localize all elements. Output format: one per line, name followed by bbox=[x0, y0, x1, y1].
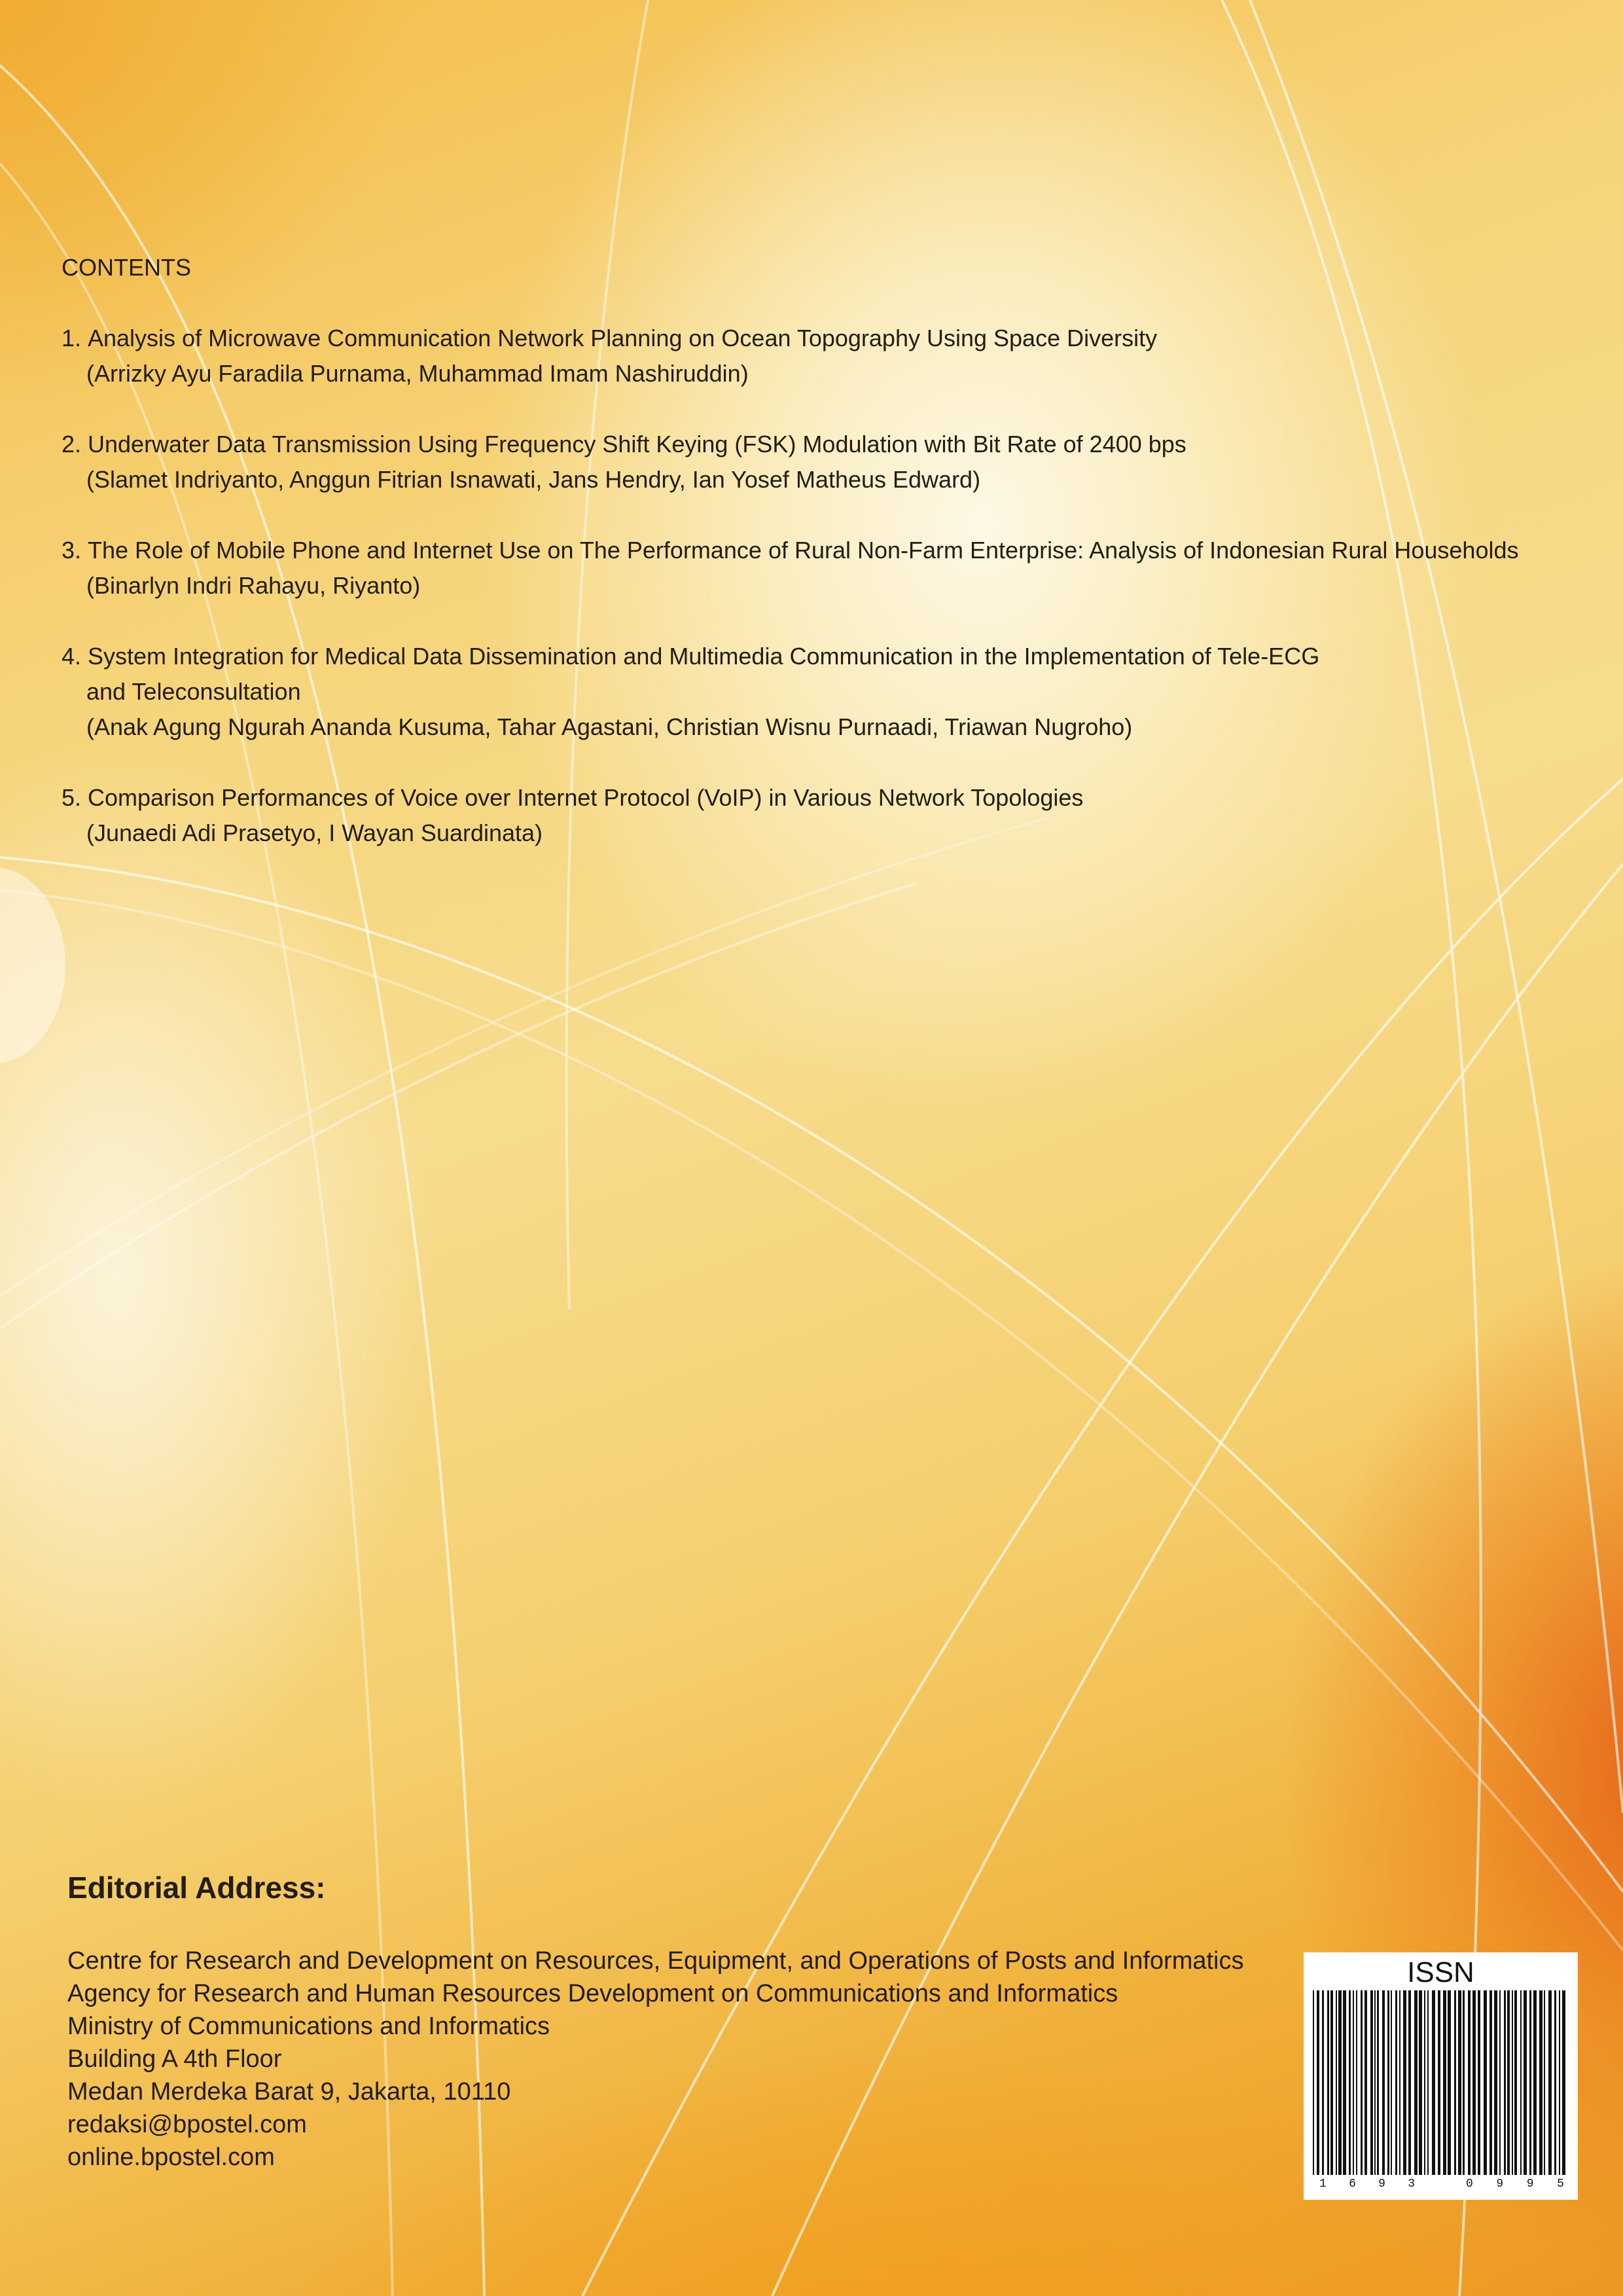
barcode-bar bbox=[1382, 1990, 1385, 2175]
toc-title: The Role of Mobile Phone and Internet Use on The Performance of Rural Non-Farm Enterprise: Analysis of Indonesian Rural Households bbox=[88, 537, 1519, 564]
barcode-bar bbox=[1520, 1990, 1522, 2175]
barcode-bar bbox=[1494, 1990, 1497, 2175]
address-agency-line: Agency for Research and Human Resources Development on Communications and Informatics bbox=[67, 1980, 1118, 2007]
barcode-bar bbox=[1403, 1990, 1406, 2175]
barcode-bar bbox=[1327, 1990, 1329, 2175]
toc-item bbox=[62, 639, 1606, 745]
toc-title: System Integration for Medical Data Dissemination and Multimedia Communication in the Implementation of Tele-ECG bbox=[88, 643, 1320, 670]
barcode-bar bbox=[1349, 1990, 1351, 2175]
barcode-digit: 3 bbox=[1408, 2178, 1415, 2191]
barcode-bar bbox=[1370, 1990, 1373, 2175]
address-centre-line: Centre for Research and Development on Resources, Equipment, and Operations of Posts and Informatics bbox=[67, 1947, 1244, 1975]
table-of-contents bbox=[62, 250, 1606, 886]
barcode-digit: 9 bbox=[1378, 2178, 1385, 2191]
barcode-bar bbox=[1387, 1990, 1389, 2175]
address-building-line: Building A 4th Floor bbox=[67, 2045, 282, 2073]
barcode-bar bbox=[1507, 1990, 1510, 2175]
toc-number: 2. bbox=[62, 431, 82, 457]
barcode-bar bbox=[1458, 1990, 1461, 2175]
toc-title-line bbox=[62, 533, 1606, 568]
toc-number: 5. bbox=[62, 784, 82, 811]
toc-number: 4. bbox=[62, 643, 82, 670]
barcode-bar bbox=[1454, 1990, 1456, 2175]
barcode-bar bbox=[1514, 1990, 1517, 2175]
barcode-bar bbox=[1374, 1990, 1376, 2175]
address-block bbox=[67, 1945, 1291, 2174]
toc-authors: (Binarlyn Indri Rahayu, Riyanto) bbox=[86, 572, 421, 599]
barcode-bar bbox=[1548, 1990, 1552, 2175]
address-email: redaksi@bpostel.com bbox=[67, 2111, 307, 2138]
barcode-bar bbox=[1408, 1990, 1411, 2175]
barcode-bar bbox=[1427, 1990, 1429, 2175]
barcode-bar bbox=[1529, 1990, 1531, 2175]
barcode-bar bbox=[1562, 1990, 1565, 2175]
barcode-bar bbox=[1419, 1990, 1422, 2175]
barcode bbox=[1311, 1990, 1570, 2175]
barcode-digit: 6 bbox=[1349, 2178, 1356, 2191]
toc-item bbox=[62, 533, 1606, 603]
toc-authors: (Slamet Indriyanto, Anggun Fitrian Isnawati, Jans Hendry, Ian Yosef Matheus Edward) bbox=[86, 466, 981, 493]
barcode-bar bbox=[1313, 1990, 1314, 2175]
barcode-bar bbox=[1463, 1990, 1465, 2175]
toc-item bbox=[62, 321, 1606, 391]
toc-authors: (Arrizky Ayu Faradila Purnama, Muhammad Imam Nashiruddin) bbox=[86, 360, 749, 387]
barcode-bar bbox=[1317, 1990, 1319, 2175]
barcode-bar bbox=[1356, 1990, 1357, 2175]
barcode-bar bbox=[1338, 1990, 1342, 2175]
toc-authors: (Junaedi Adi Prasetyo, I Wayan Suardinata) bbox=[86, 819, 543, 846]
barcode-bar bbox=[1499, 1990, 1501, 2175]
barcode-bar bbox=[1512, 1990, 1513, 2175]
barcode-bar bbox=[1424, 1990, 1425, 2175]
toc-authors: (Anak Agung Ngurah Ananda Kusuma, Tahar Agastani, Christian Wisnu Purnaadi, Triawan Nugroho) bbox=[86, 713, 1133, 740]
toc-number: 1. bbox=[62, 325, 82, 351]
barcode-digit: 1 bbox=[1319, 2178, 1327, 2191]
barcode-bar bbox=[1414, 1990, 1418, 2175]
barcode-bar bbox=[1353, 1990, 1354, 2175]
barcode-bar bbox=[1361, 1990, 1363, 2175]
issn-barcode-box bbox=[1304, 1952, 1578, 2200]
barcode-bar bbox=[1322, 1990, 1324, 2175]
barcode-bar bbox=[1504, 1990, 1506, 2175]
barcode-bar bbox=[1468, 1990, 1471, 2175]
editorial-heading: Editorial Address: bbox=[67, 1871, 326, 1905]
barcode-bar bbox=[1539, 1990, 1543, 2175]
barcode-bar bbox=[1559, 1990, 1560, 2175]
barcode-bar bbox=[1432, 1990, 1435, 2175]
barcode-bar bbox=[1524, 1990, 1527, 2175]
toc-title-line bbox=[62, 639, 1606, 674]
barcode-bar bbox=[1438, 1990, 1440, 2175]
toc-item bbox=[62, 427, 1606, 497]
barcode-bar bbox=[1399, 1990, 1400, 2175]
barcode-bar bbox=[1330, 1990, 1333, 2175]
toc-title-line bbox=[62, 780, 1606, 816]
barcode-bar bbox=[1448, 1990, 1451, 2175]
barcode-digit: 9 bbox=[1526, 2178, 1534, 2191]
toc-title: Analysis of Microwave Communication Network Planning on Ocean Topography Using Space Diversity bbox=[88, 325, 1158, 351]
address-ministry-line: Ministry of Communications and Informatics bbox=[67, 2013, 550, 2040]
barcode-bar bbox=[1391, 1990, 1392, 2175]
barcode-digit: 9 bbox=[1496, 2178, 1504, 2191]
toc-title-line bbox=[62, 321, 1606, 356]
toc-title-line bbox=[62, 427, 1606, 462]
toc-item bbox=[62, 780, 1606, 851]
barcode-bar bbox=[1478, 1990, 1480, 2175]
barcode-bar bbox=[1544, 1990, 1545, 2175]
toc-number: 3. bbox=[62, 537, 82, 564]
toc-title: Underwater Data Transmission Using Frequency Shift Keying (FSK) Modulation with Bit Rate of 2400 bps bbox=[88, 431, 1186, 457]
barcode-bar bbox=[1533, 1990, 1537, 2175]
barcode-bar bbox=[1364, 1990, 1367, 2175]
barcode-digit: 5 bbox=[1557, 2178, 1564, 2191]
barcode-bar bbox=[1484, 1990, 1487, 2175]
barcode-bar bbox=[1395, 1990, 1397, 2175]
editorial-address bbox=[67, 1868, 1291, 2174]
barcode-bar bbox=[1377, 1990, 1379, 2175]
issn-label: ISSN bbox=[1407, 1956, 1474, 1988]
barcode-digits-right bbox=[1466, 2175, 1564, 2193]
barcode-bar bbox=[1489, 1990, 1492, 2175]
barcode-digit: 0 bbox=[1466, 2178, 1473, 2191]
barcode-bar bbox=[1343, 1990, 1346, 2175]
barcode-bar bbox=[1554, 1990, 1556, 2175]
barcode-bar bbox=[1443, 1990, 1446, 2175]
contents-heading: CONTENTS bbox=[62, 254, 191, 281]
toc-title-continuation: and Teleconsultation bbox=[86, 678, 301, 705]
barcode-bar bbox=[1472, 1990, 1476, 2175]
address-website: online.bpostel.com bbox=[67, 2144, 275, 2171]
barcode-digits-left bbox=[1319, 2175, 1415, 2193]
toc-title: Comparison Performances of Voice over Internet Protocol (VoIP) in Various Network Topologies bbox=[88, 784, 1084, 811]
address-street-line: Medan Merdeka Barat 9, Jakarta, 10110 bbox=[67, 2078, 511, 2106]
barcode-bar bbox=[1336, 1990, 1337, 2175]
